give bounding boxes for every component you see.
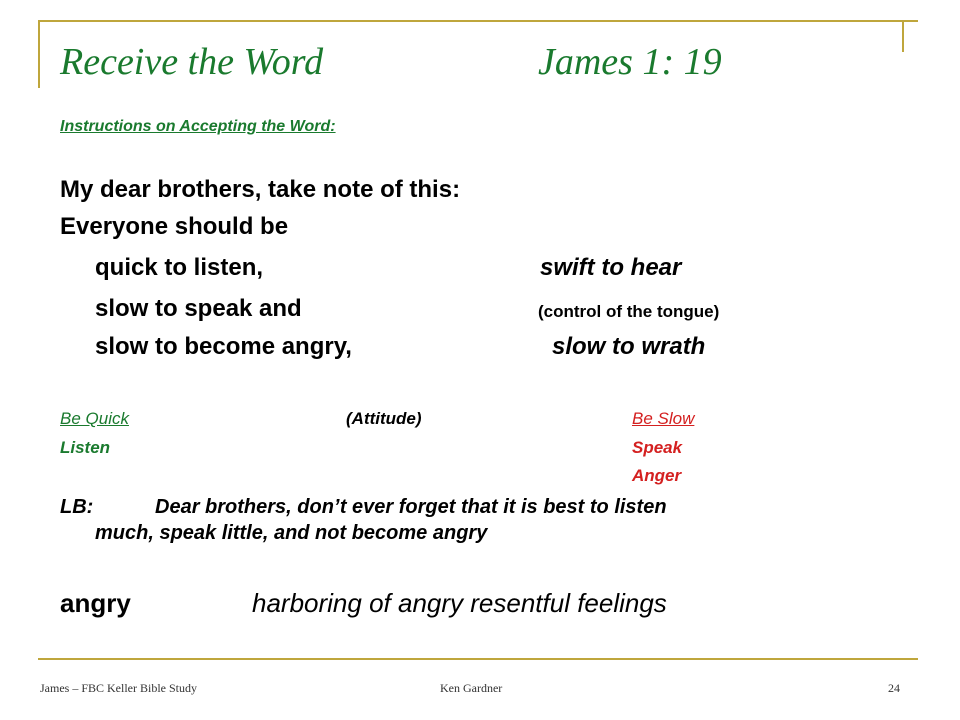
table-head-be-quick: Be Quick [60,409,129,428]
lb-text-line2: much, speak little, and not become angry [95,522,488,544]
subheading: Instructions on Accepting the Word: [60,118,336,135]
line-swift-hear: swift to hear [540,254,682,281]
table-head-attitude: (Attitude) [346,409,422,428]
footer-course: James – FBC Keller Bible Study [40,681,197,695]
definition-meaning: harboring of angry resentful feelings [252,588,667,618]
lb-label: LB: [60,496,94,518]
line-take-note: My dear brothers, take note of this: [60,176,461,203]
footer-author: Ken Gardner [440,681,503,695]
gold-rule-bottom [38,658,918,660]
line-everyone: Everyone should be [60,213,289,240]
line-slow-wrath: slow to wrath [552,333,706,360]
line-quick-listen: quick to listen, [95,254,264,281]
table-head-be-slow: Be Slow [632,409,695,428]
lb-text-line1: Dear brothers, don’t ever forget that it is best to listen [155,496,667,518]
definition-term: angry [60,588,131,618]
line-slow-angry: slow to become angry, [95,333,352,360]
footer-page-number: 24 [888,681,900,695]
line-control-tongue: (control of the tongue) [538,302,720,321]
slide-title-left: Receive the Word [60,41,324,83]
table-cell-speak: Speak [632,438,683,457]
gold-rule-top [38,20,918,22]
gold-rule-left [38,20,40,88]
table-cell-anger: Anger [632,466,682,485]
slide-title-right: James 1: 19 [538,41,722,83]
line-slow-speak: slow to speak and [95,295,302,322]
table-cell-listen: Listen [60,438,111,457]
gold-rule-right [902,20,904,52]
